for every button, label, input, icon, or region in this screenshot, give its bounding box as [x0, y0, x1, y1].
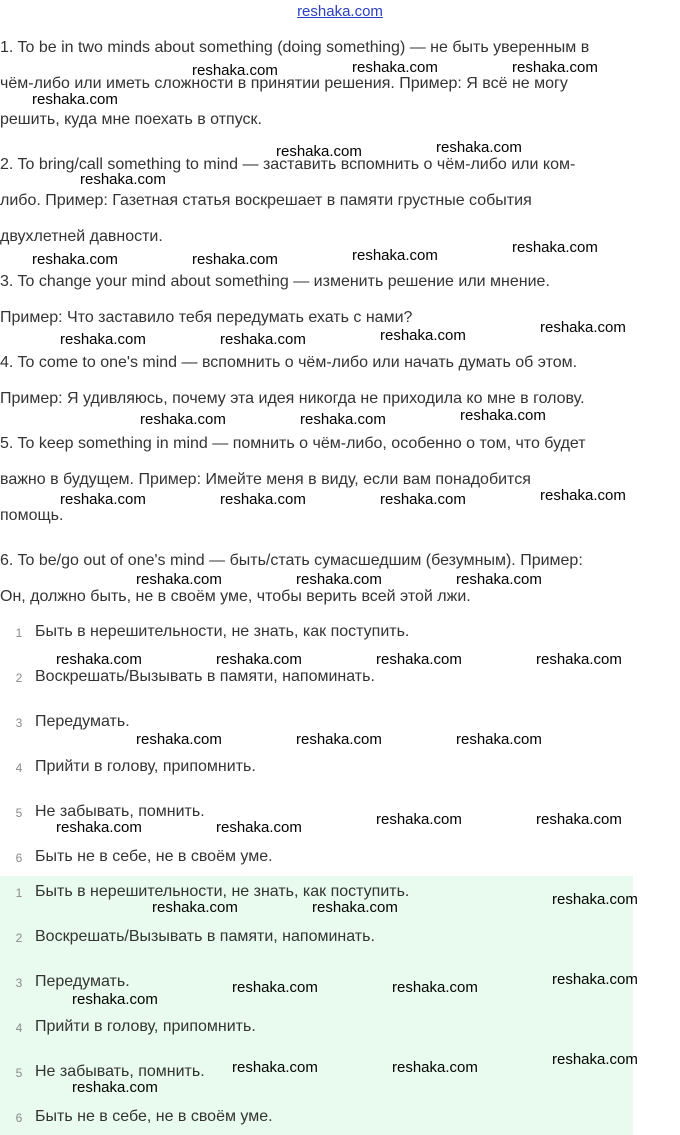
answer-number: 5 [15, 806, 23, 820]
watermark-text: reshaka.com [300, 411, 386, 428]
watermark-text: reshaka.com [352, 59, 438, 76]
watermark-text: reshaka.com [540, 319, 626, 336]
paragraph-3-line-1: 3. To change your mind about something — изменить решение или мнение. [0, 273, 550, 290]
watermark-text: reshaka.com [216, 651, 302, 668]
watermark-text: reshaka.com [312, 899, 398, 916]
watermark-text: reshaka.com [32, 251, 118, 268]
paragraph-5-line-2: важно в будущем. Пример: Имейте меня в виду, если вам понадобится [0, 471, 531, 488]
answer-row [0, 848, 680, 870]
watermark-text: reshaka.com [512, 59, 598, 76]
watermark-text: reshaka.com [552, 1051, 638, 1068]
answer-text: Прийти в голову, припомнить. [35, 758, 256, 775]
answer-row [0, 928, 680, 950]
answer-number: 6 [15, 1111, 23, 1125]
watermark-text: reshaka.com [220, 331, 306, 348]
watermark-text: reshaka.com [512, 239, 598, 256]
watermark-text: reshaka.com [276, 143, 362, 160]
paragraph-2-line-1: 2. To bring/call something to mind — заставить вспомнить о чём-либо или ком- [0, 156, 576, 173]
watermark-text: reshaka.com [220, 491, 306, 508]
watermark-text: reshaka.com [216, 819, 302, 836]
watermark-text: reshaka.com [460, 407, 546, 424]
watermark-text: reshaka.com [392, 1059, 478, 1076]
watermark-text: reshaka.com [56, 651, 142, 668]
watermark-text: reshaka.com [436, 139, 522, 156]
paragraph-5-line-1: 5. To keep something in mind — помнить о чём-либо, особенно о том, что будет [0, 435, 586, 452]
answer-number: 2 [15, 931, 23, 945]
answer-row [0, 623, 680, 645]
watermark-text: reshaka.com [232, 979, 318, 996]
watermark-text: reshaka.com [536, 811, 622, 828]
watermark-text: reshaka.com [136, 571, 222, 588]
watermark-text: reshaka.com [376, 811, 462, 828]
answer-row [0, 1108, 680, 1130]
answer-row [0, 758, 680, 780]
paragraph-6-line-2: Он, должно быть, не в своём уме, чтобы верить всей этой лжи. [0, 588, 471, 605]
paragraph-3-line-2: Пример: Что заставило тебя передумать ехать с нами? [0, 309, 413, 326]
answer-text: Не забывать, помнить. [35, 803, 205, 820]
watermark-text: reshaka.com [140, 411, 226, 428]
site-header-link[interactable]: reshaka.com [297, 3, 383, 20]
answer-number: 3 [15, 976, 23, 990]
paragraph-4-line-2: Пример: Я удивляюсь, почему эта идея никогда не приходила ко мне в голову. [0, 390, 585, 407]
watermark-text: reshaka.com [296, 571, 382, 588]
watermark-text: reshaka.com [80, 171, 166, 188]
answer-text: Воскрешать/Вызывать в памяти, напоминать. [35, 928, 375, 945]
watermark-text: reshaka.com [540, 487, 626, 504]
answer-text: Быть не в себе, не в своём уме. [35, 1108, 273, 1125]
answer-number: 1 [15, 626, 23, 640]
answer-number: 4 [15, 761, 23, 775]
answer-number: 5 [15, 1066, 23, 1080]
watermark-text: reshaka.com [32, 91, 118, 108]
paragraph-4-line-1: 4. To come to one's mind — вспомнить о чём-либо или начать думать об этом. [0, 354, 578, 371]
watermark-text: reshaka.com [380, 491, 466, 508]
watermark-text: reshaka.com [456, 571, 542, 588]
watermark-text: reshaka.com [60, 331, 146, 348]
paragraph-1-line-3: решить, куда мне поехать в отпуск. [0, 111, 262, 128]
answer-text: Быть в нерешительности, не знать, как поступить. [35, 883, 410, 900]
paragraph-1-line-2: чём-либо или иметь сложности в принятии решения. Пример: Я всё не могу [0, 75, 568, 92]
watermark-text: reshaka.com [552, 891, 638, 908]
watermark-text: reshaka.com [352, 247, 438, 264]
watermark-text: reshaka.com [392, 979, 478, 996]
answer-text: Передумать. [35, 973, 130, 990]
answer-row [0, 1018, 680, 1040]
answer-row [0, 668, 680, 690]
answer-text: Быть в нерешительности, не знать, как поступить. [35, 623, 410, 640]
answer-number: 1 [15, 886, 23, 900]
watermark-text: reshaka.com [552, 971, 638, 988]
watermark-text: reshaka.com [376, 651, 462, 668]
answer-text: Передумать. [35, 713, 130, 730]
answer-text: Не забывать, помнить. [35, 1063, 205, 1080]
paragraph-6-line-1: 6. To be/go out of one's mind — быть/стать сумасшедшим (безумным). Пример: [0, 552, 583, 569]
answer-text: Быть не в себе, не в своём уме. [35, 848, 273, 865]
watermark-text: reshaka.com [72, 991, 158, 1008]
watermark-text: reshaka.com [136, 731, 222, 748]
watermark-text: reshaka.com [56, 819, 142, 836]
watermark-text: reshaka.com [72, 1079, 158, 1096]
answer-number: 6 [15, 851, 23, 865]
watermark-text: reshaka.com [192, 251, 278, 268]
watermark-text: reshaka.com [232, 1059, 318, 1076]
paragraph-1-line-1: 1. To be in two minds about something (doing something) — не быть уверенным в [0, 39, 590, 56]
answer-number: 4 [15, 1021, 23, 1035]
watermark-text: reshaka.com [380, 327, 466, 344]
answer-text: Воскрешать/Вызывать в памяти, напоминать. [35, 668, 375, 685]
watermark-text: reshaka.com [536, 651, 622, 668]
watermark-text: reshaka.com [60, 491, 146, 508]
paragraph-2-line-3: двухлетней давности. [0, 228, 163, 245]
answer-number: 3 [15, 716, 23, 730]
watermark-text: reshaka.com [152, 899, 238, 916]
paragraph-2-line-2: либо. Пример: Газетная статья воскрешает в памяти грустные события [0, 192, 532, 209]
watermark-text: reshaka.com [192, 62, 278, 79]
answer-text: Прийти в голову, припомнить. [35, 1018, 256, 1035]
watermark-text: reshaka.com [456, 731, 542, 748]
answer-number: 2 [15, 671, 23, 685]
watermark-text: reshaka.com [296, 731, 382, 748]
paragraph-5-line-3: помощь. [0, 507, 64, 524]
